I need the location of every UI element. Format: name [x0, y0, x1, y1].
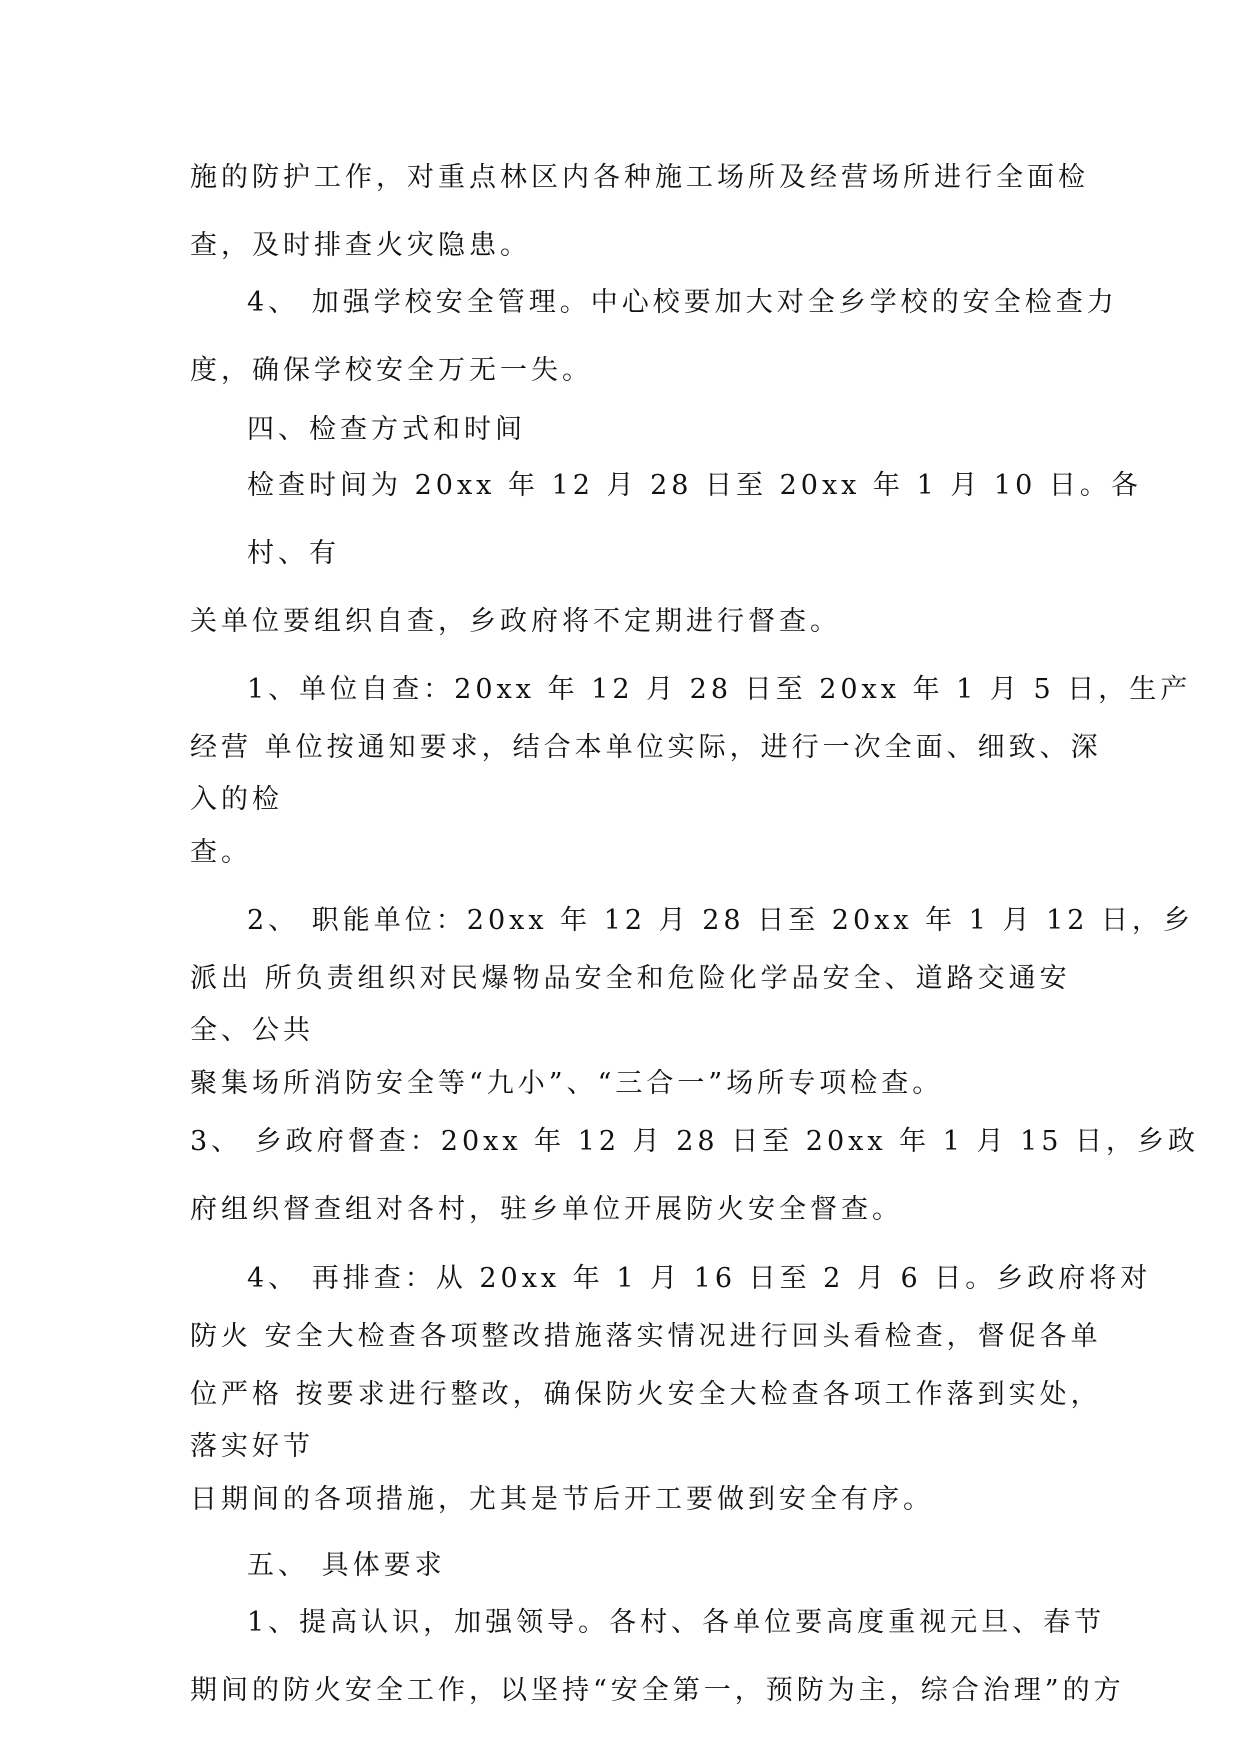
- text-line: 4、 再排查：从 20xx 年 1 月 16 日至 2 月 6 日。乡政府将对: [247, 1263, 1152, 1294]
- text-line: 检查时间为 20xx 年 12 月 28 日至 20xx 年 1 月 10 日。各: [247, 470, 1142, 501]
- text-line: 度，确保学校安全万无一失。: [190, 355, 593, 386]
- text-line: 全、公共: [190, 1015, 314, 1046]
- text-line: 府组织督查组对各村，驻乡单位开展防火安全督查。: [190, 1194, 903, 1225]
- text-line: 查，及时排查火灾隐患。: [190, 230, 531, 261]
- text-line: 3、 乡政府督查：20xx 年 12 月 28 日至 20xx 年 1 月 15 日，乡政: [190, 1126, 1200, 1157]
- text-line: 查。: [190, 837, 252, 868]
- text-line: 入的检: [190, 784, 283, 815]
- text-line: 施的防护工作，对重点林区内各种施工场所及经营场所进行全面检: [190, 162, 1089, 193]
- text-line: 村、有: [247, 538, 340, 569]
- text-line: 关单位要组织自查，乡政府将不定期进行督查。: [190, 606, 841, 637]
- text-line: 聚集场所消防安全等“九小”、“三合一”场所专项检查。: [190, 1068, 944, 1099]
- text-line: 日期间的各项措施，尤其是节后开工要做到安全有序。: [190, 1484, 934, 1515]
- text-line: 经营 单位按通知要求，结合本单位实际，进行一次全面、细致、深: [190, 732, 1102, 763]
- text-line: 期间的防火安全工作，以坚持“安全第一，预防为主，综合治理”的方: [190, 1675, 1125, 1706]
- section-heading: 五、 具体要求: [247, 1550, 446, 1581]
- text-line: 4、 加强学校安全管理。中心校要加大对全乡学校的安全检查力: [247, 287, 1118, 318]
- text-line: 1、提高认识，加强领导。各村、各单位要高度重视元旦、春节: [247, 1607, 1106, 1638]
- text-line: 位严格 按要求进行整改，确保防火安全大检查各项工作落到实处，: [190, 1379, 1102, 1410]
- text-line: 2、 职能单位：20xx 年 12 月 28 日至 20xx 年 1 月 12 日，乡: [247, 905, 1195, 936]
- text-line: 派出 所负责组织对民爆物品安全和危险化学品安全、道路交通安: [190, 963, 1071, 994]
- text-line: 防火 安全大检查各项整改措施落实情况进行回头看检查，督促各单: [190, 1321, 1102, 1352]
- text-line: 落实好节: [190, 1431, 314, 1462]
- text-line: 1、单位自查：20xx 年 12 月 28 日至 20xx 年 1 月 5 日，生产: [247, 674, 1192, 705]
- section-heading: 四、检查方式和时间: [247, 414, 526, 445]
